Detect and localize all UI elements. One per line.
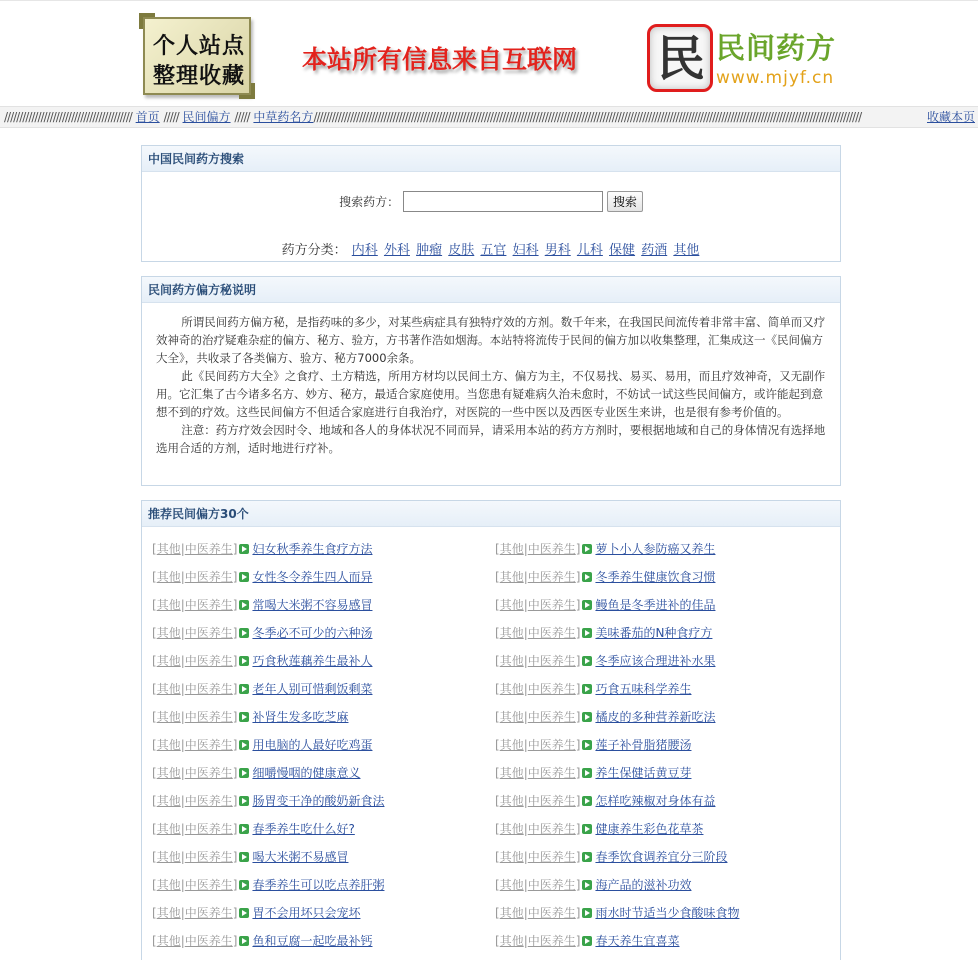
category-link[interactable]: 儿科 xyxy=(576,243,603,258)
arrow-icon xyxy=(239,880,249,890)
list-item xyxy=(495,539,840,567)
arrow-icon xyxy=(582,600,592,610)
tag-link[interactable]: 其他 xyxy=(156,626,181,640)
item-title-link[interactable]: 妇女秋季养生食疗方法 xyxy=(252,542,373,556)
list-item xyxy=(152,903,497,931)
item-tags: [其他|中医养生] xyxy=(152,654,238,668)
list-item xyxy=(152,567,497,595)
tag-link[interactable]: 其他 xyxy=(499,906,524,920)
arrow-icon xyxy=(239,908,249,918)
item-title-link[interactable]: 萝卜小人参防癌又养生 xyxy=(595,542,716,556)
tag-link[interactable]: 其他 xyxy=(499,570,524,584)
arrow-icon xyxy=(239,544,249,554)
list-item xyxy=(495,903,840,931)
item-tags: [其他|中医养生] xyxy=(495,850,581,864)
category-link[interactable]: 男科 xyxy=(544,243,571,258)
arrow-icon xyxy=(239,656,249,666)
tag-link[interactable]: 中医养生 xyxy=(184,710,233,724)
category-link[interactable]: 妇科 xyxy=(512,243,539,258)
arrow-icon xyxy=(582,656,592,666)
arrow-icon xyxy=(582,572,592,582)
arrow-icon xyxy=(582,796,592,806)
arrow-icon xyxy=(239,740,249,750)
tag-link[interactable]: 其他 xyxy=(499,710,524,724)
category-label: 药方分类： xyxy=(281,243,347,258)
item-tags: [其他|中医养生] xyxy=(152,878,238,892)
recommend-column-left xyxy=(152,539,497,959)
tag-link[interactable]: 中医养生 xyxy=(527,626,576,640)
item-title-link[interactable]: 莲子补骨脂猪腰汤 xyxy=(595,738,692,752)
item-tags: [其他|中医养生] xyxy=(495,710,581,724)
tag-link[interactable]: 中医养生 xyxy=(527,766,576,780)
arrow-icon xyxy=(239,768,249,778)
arrow-icon xyxy=(582,544,592,554)
item-tags: [其他|中医养生] xyxy=(495,542,581,556)
item-tags: [其他|中医养生] xyxy=(152,766,238,780)
tag-link[interactable]: 中医养生 xyxy=(184,598,233,612)
item-tags: [其他|中医养生] xyxy=(152,850,238,864)
item-tags: [其他|中医养生] xyxy=(152,626,238,640)
item-tags: [其他|中医养生] xyxy=(495,570,581,584)
item-title-link[interactable]: 细嚼慢咽的健康意义 xyxy=(252,766,361,780)
list-item xyxy=(495,819,840,847)
category-links xyxy=(142,239,840,258)
tag-link[interactable]: 中医养生 xyxy=(527,542,576,556)
nav-right xyxy=(905,107,975,127)
arrow-icon xyxy=(582,824,592,834)
list-item xyxy=(152,651,497,679)
tag-link[interactable]: 其他 xyxy=(156,934,181,948)
item-title-link[interactable]: 春天养生宜喜菜 xyxy=(595,934,680,948)
bookmark-link[interactable]: 收藏本页 xyxy=(905,110,975,124)
site-logo xyxy=(143,17,251,95)
arrow-icon xyxy=(582,936,592,946)
header-banner: 本站所有信息来自互联网 xyxy=(302,45,578,74)
list-item xyxy=(495,567,840,595)
tag-link[interactable]: 中医养生 xyxy=(527,570,576,584)
arrow-icon xyxy=(239,712,249,722)
item-tags: [其他|中医养生] xyxy=(495,878,581,892)
tag-link[interactable]: 其他 xyxy=(156,570,181,584)
item-title-link[interactable]: 健康养生彩色花草茶 xyxy=(595,822,704,836)
item-title-link[interactable]: 女性冬令养生四人而异 xyxy=(252,570,373,584)
item-title-link[interactable]: 鳗鱼是冬季进补的佳品 xyxy=(595,598,716,612)
list-item xyxy=(495,707,840,735)
item-tags: [其他|中医养生] xyxy=(495,682,581,696)
category-link[interactable]: 内科 xyxy=(351,243,378,258)
tag-link[interactable]: 中医养生 xyxy=(184,570,233,584)
tag-link[interactable]: 中医养生 xyxy=(527,850,576,864)
tag-link[interactable]: 中医养生 xyxy=(184,654,233,668)
site-header xyxy=(0,4,978,100)
logo-line-2: 整理收藏 xyxy=(152,63,245,89)
nav-separator: ///// xyxy=(163,110,179,124)
item-title-link[interactable]: 喝大米粥不易感冒 xyxy=(252,850,349,864)
logo-line-1: 个人站点 xyxy=(152,33,245,59)
tag-link[interactable]: 中医养生 xyxy=(527,682,576,696)
tag-link[interactable]: 中医养生 xyxy=(527,878,576,892)
intro-paragraph: 注意：药方疗效会因时令、地域和各人的身体状况不同而异，请采用本站的药方方剂时，要根据地域和自己的身体情况有选择地选用合适的方剂，适时地进行疗补。 xyxy=(156,423,826,455)
item-tags: [其他|中医养生] xyxy=(152,570,238,584)
list-item xyxy=(152,595,497,623)
tag-link[interactable]: 中医养生 xyxy=(527,906,576,920)
item-tags: [其他|中医养生] xyxy=(152,822,238,836)
tag-link[interactable]: 中医养生 xyxy=(184,906,233,920)
list-item xyxy=(495,735,840,763)
search-panel-title: 中国民间药方搜索 xyxy=(142,146,840,172)
item-tags: [其他|中医养生] xyxy=(152,934,238,948)
arrow-icon xyxy=(239,824,249,834)
item-title-link[interactable]: 巧食五味科学养生 xyxy=(595,682,692,696)
search-panel xyxy=(141,145,841,262)
item-title-link[interactable]: 冬季必不可少的六种汤 xyxy=(252,626,373,640)
nav-home-link[interactable]: 首页 xyxy=(135,110,160,124)
brand-name: 民间药方 xyxy=(716,31,837,65)
item-tags: [其他|中医养生] xyxy=(495,654,581,668)
item-title-link[interactable]: 常喝大米粥不容易感冒 xyxy=(252,598,373,612)
intro-paragraph: 此《民间药方大全》之食疗、土方精选，所用方材均以民间土方、偏方为主，不仅易找、易买、易用，而且疗效神奇，又无副作用。它汇集了古今诸多名方、妙方、秘方，最适合家庭使用。当您患有疑难病久治未愈时，不妨试一试这些民间偏方，或许能起到意想不到的疗效。这些民间偏方不但适合家庭进行自我治疗，对医院的一些中医以及西医专业医生来讲，也是很有参考价值的。 xyxy=(156,369,826,419)
arrow-icon xyxy=(239,684,249,694)
tag-link[interactable]: 其他 xyxy=(499,850,524,864)
tag-link[interactable]: 中医养生 xyxy=(184,934,233,948)
nav-folk-link[interactable]: 民间偏方 xyxy=(182,110,231,124)
arrow-icon xyxy=(582,628,592,638)
arrow-icon xyxy=(582,768,592,778)
list-item xyxy=(495,875,840,903)
tag-link[interactable]: 中医养生 xyxy=(184,794,233,808)
category-link[interactable]: 外科 xyxy=(383,243,410,258)
nav-separator: ///// xyxy=(234,110,250,124)
arrow-icon xyxy=(239,600,249,610)
category-link[interactable]: 五官 xyxy=(480,243,507,258)
category-link[interactable]: 其他 xyxy=(673,243,700,258)
tag-link[interactable]: 中医养生 xyxy=(184,822,233,836)
arrow-icon xyxy=(582,740,592,750)
item-tags: [其他|中医养生] xyxy=(152,906,238,920)
item-title-link[interactable]: 用电脑的人最好吃鸡蛋 xyxy=(252,738,373,752)
list-item xyxy=(152,735,497,763)
arrow-icon xyxy=(582,880,592,890)
item-title-link[interactable]: 胃不会用坏只会宠坏 xyxy=(252,906,361,920)
item-tags: [其他|中医养生] xyxy=(495,766,581,780)
nav-separator: //////////////////////////////////////////////////////////////////////////////////////////////////////////////////////////////////////////////////////////////////////////////////// xyxy=(313,110,862,124)
tag-link[interactable]: 其他 xyxy=(156,682,181,696)
list-item xyxy=(495,595,840,623)
arrow-icon xyxy=(582,712,592,722)
item-title-link[interactable]: 春季养生可以吃点养肝粥 xyxy=(252,878,385,892)
nav-herbal-link[interactable]: 中草药名方 xyxy=(253,110,314,124)
item-title-link[interactable]: 雨水时节适当少食酸味食物 xyxy=(595,906,740,920)
logo-corner-decoration xyxy=(139,13,155,29)
tag-link[interactable]: 其他 xyxy=(156,822,181,836)
arrow-icon xyxy=(582,908,592,918)
nav-breadcrumb xyxy=(4,107,861,127)
intro-body xyxy=(142,303,840,457)
list-item xyxy=(495,931,840,959)
tag-link[interactable]: 中医养生 xyxy=(184,738,233,752)
category-link[interactable]: 保健 xyxy=(609,243,636,258)
tag-link[interactable]: 中医养生 xyxy=(184,766,233,780)
tag-link[interactable]: 其他 xyxy=(156,766,181,780)
search-input[interactable] xyxy=(403,191,603,212)
item-tags: [其他|中医养生] xyxy=(495,626,581,640)
tag-link[interactable]: 中医养生 xyxy=(527,794,576,808)
list-item xyxy=(152,791,497,819)
item-tags: [其他|中医养生] xyxy=(495,794,581,808)
tag-link[interactable]: 其他 xyxy=(499,822,524,836)
tag-link[interactable]: 其他 xyxy=(499,682,524,696)
list-item xyxy=(495,847,840,875)
tag-link[interactable]: 中医养生 xyxy=(184,682,233,696)
tag-link[interactable]: 其他 xyxy=(156,542,181,556)
item-title-link[interactable]: 巧食秋莲藕养生最补人 xyxy=(252,654,373,668)
tag-link[interactable]: 其他 xyxy=(499,598,524,612)
list-item xyxy=(495,651,840,679)
tag-link[interactable]: 其他 xyxy=(499,542,524,556)
brand-seal-char: 民 xyxy=(656,31,705,87)
arrow-icon xyxy=(239,852,249,862)
arrow-icon xyxy=(239,796,249,806)
brand-url: www.mjyf.cn xyxy=(716,68,835,88)
tag-link[interactable]: 中医养生 xyxy=(184,626,233,640)
category-link[interactable]: 皮肤 xyxy=(448,243,475,258)
item-title-link[interactable]: 补肾生发多吃芝麻 xyxy=(252,710,349,724)
tag-link[interactable]: 中医养生 xyxy=(184,850,233,864)
item-title-link[interactable]: 养生保健话黄豆芽 xyxy=(595,766,692,780)
search-row xyxy=(142,191,840,212)
tag-link[interactable]: 中医养生 xyxy=(184,878,233,892)
item-tags: [其他|中医养生] xyxy=(152,598,238,612)
intro-panel xyxy=(141,276,841,486)
recommend-column-right xyxy=(495,539,840,959)
tag-link[interactable]: 其他 xyxy=(156,850,181,864)
tag-link[interactable]: 中医养生 xyxy=(527,934,576,948)
item-tags: [其他|中医养生] xyxy=(152,682,238,696)
recommend-panel-title: 推荐民间偏方30个 xyxy=(142,501,840,527)
item-title-link[interactable]: 春季养生吃什么好? xyxy=(252,822,355,836)
item-tags: [其他|中医养生] xyxy=(152,794,238,808)
intro-paragraph: 所谓民间药方偏方秘，是指药味的多少，对某些病症具有独特疗效的方剂。数千年来，在我国民间流传着非常丰富、简单而又疗效神奇的治疗疑难杂症的偏方、秘方、验方，方书著作浩如烟海。本站特将流传于民间的偏方加以收集整理，汇集成这一《民间偏方大全》，共收录了各类偏方、验方、秘方7000余条。 xyxy=(156,315,826,365)
tag-link[interactable]: 中医养生 xyxy=(527,654,576,668)
tag-link[interactable]: 其他 xyxy=(499,654,524,668)
list-item xyxy=(152,847,497,875)
search-button[interactable]: 搜索 xyxy=(607,191,643,212)
tag-link[interactable]: 其他 xyxy=(156,906,181,920)
tag-link[interactable]: 其他 xyxy=(499,766,524,780)
list-item xyxy=(152,819,497,847)
list-item xyxy=(152,875,497,903)
category-link[interactable]: 药酒 xyxy=(641,243,668,258)
item-title-link[interactable]: 冬季养生健康饮食习惯 xyxy=(595,570,716,584)
arrow-icon xyxy=(582,684,592,694)
nav-separator: ////////////////////////////////////////// xyxy=(4,110,132,124)
tag-link[interactable]: 其他 xyxy=(156,598,181,612)
list-item xyxy=(152,539,497,567)
tag-link[interactable]: 其他 xyxy=(156,878,181,892)
item-tags: [其他|中医养生] xyxy=(495,934,581,948)
tag-link[interactable]: 其他 xyxy=(499,626,524,640)
tag-link[interactable]: 其他 xyxy=(499,738,524,752)
tag-link[interactable]: 中医养生 xyxy=(527,738,576,752)
tag-link[interactable]: 其他 xyxy=(499,934,524,948)
item-title-link[interactable]: 肠胃变干净的酸奶新食法 xyxy=(252,794,385,808)
tag-link[interactable]: 其他 xyxy=(156,738,181,752)
arrow-icon xyxy=(239,936,249,946)
tag-link[interactable]: 中医养生 xyxy=(527,598,576,612)
item-title-link[interactable]: 春季饮食调养宜分三阶段 xyxy=(595,850,728,864)
item-title-link[interactable]: 美味番茄的N种食疗方 xyxy=(595,626,713,640)
tag-link[interactable]: 其他 xyxy=(156,794,181,808)
list-item xyxy=(152,623,497,651)
item-tags: [其他|中医养生] xyxy=(152,542,238,556)
tag-link[interactable]: 其他 xyxy=(499,794,524,808)
arrow-icon xyxy=(582,852,592,862)
item-tags: [其他|中医养生] xyxy=(495,906,581,920)
intro-panel-title: 民间药方偏方秘说明 xyxy=(142,277,840,303)
list-item xyxy=(495,679,840,707)
category-link[interactable]: 肿瘤 xyxy=(416,243,443,258)
list-item xyxy=(495,623,840,651)
list-item xyxy=(152,707,497,735)
tag-link[interactable]: 中医养生 xyxy=(184,542,233,556)
item-title-link[interactable]: 老年人别可惜剩饭剩菜 xyxy=(252,682,373,696)
arrow-icon xyxy=(239,572,249,582)
list-item xyxy=(152,931,497,959)
brand-seal-icon xyxy=(647,24,713,92)
item-title-link[interactable]: 鱼和豆腐一起吃最补钙 xyxy=(252,934,373,948)
item-tags: [其他|中医养生] xyxy=(152,710,238,724)
arrow-icon xyxy=(239,628,249,638)
search-label: 搜索药方： xyxy=(339,195,400,209)
tag-link[interactable]: 其他 xyxy=(499,878,524,892)
list-item xyxy=(495,791,840,819)
recommend-panel xyxy=(141,500,841,960)
item-tags: [其他|中医养生] xyxy=(495,738,581,752)
item-tags: [其他|中医养生] xyxy=(495,822,581,836)
item-title-link[interactable]: 怎样吃辣椒对身体有益 xyxy=(595,794,716,808)
tag-link[interactable]: 其他 xyxy=(156,654,181,668)
tag-link[interactable]: 中医养生 xyxy=(527,710,576,724)
list-item xyxy=(152,679,497,707)
list-item xyxy=(495,763,840,791)
nav-bar xyxy=(0,106,978,128)
tag-link[interactable]: 中医养生 xyxy=(527,822,576,836)
item-title-link[interactable]: 橘皮的多种营养新吃法 xyxy=(595,710,716,724)
item-title-link[interactable]: 海产品的滋补功效 xyxy=(595,878,692,892)
list-item xyxy=(152,763,497,791)
item-tags: [其他|中医养生] xyxy=(495,598,581,612)
recommend-list xyxy=(142,527,840,947)
item-title-link[interactable]: 冬季应该合理进补水果 xyxy=(595,654,716,668)
tag-link[interactable]: 其他 xyxy=(156,710,181,724)
item-tags: [其他|中医养生] xyxy=(152,738,238,752)
